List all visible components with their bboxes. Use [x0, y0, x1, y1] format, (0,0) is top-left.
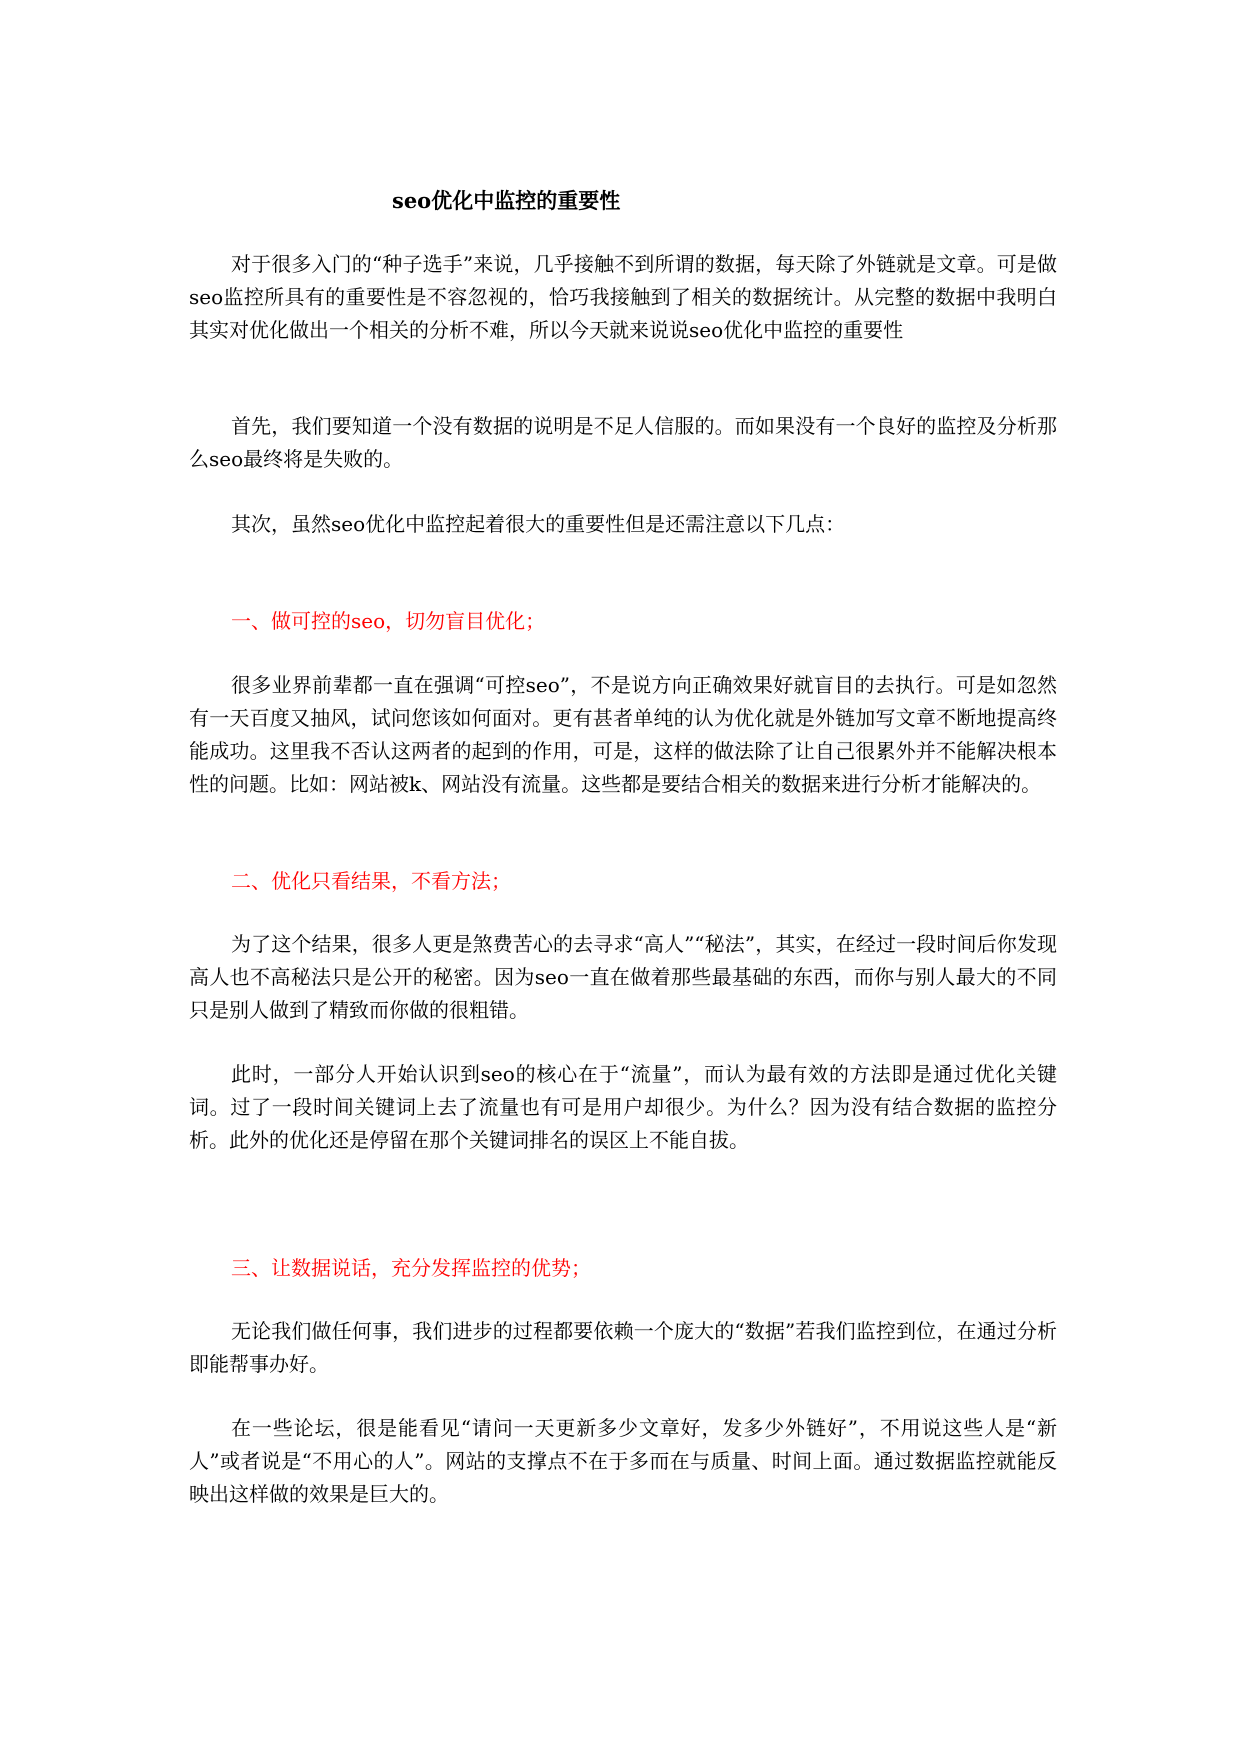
paragraph-section-1: 很多业界前辈都一直在强调“可控seo”，不是说方向正确效果好就盲目的去执行。可是如忽然有一天百度又抽风，试问您该如何面对。更有甚者单纯的认为优化就是外链加写文章不断地提高终能成功。这里我不否认这两者的起到的作用，可是，这样的做法除了让自己很累外并不能解决根本性的问题。比如：网站被k、网站没有流量。这些都是要结合相关的数据来进行分析才能解决的。: [189, 673, 1057, 796]
paragraph-second: 其次，虽然seo优化中监控起着很大的重要性但是还需注意以下几点：: [231, 512, 846, 536]
document-title: seo优化中监控的重要性: [392, 188, 621, 213]
section-heading-3: 三、让数据说话，充分发挥监控的优势；: [231, 1256, 591, 1280]
paragraph-section-3: 无论我们做任何事，我们进步的过程都要依赖一个庞大的“数据”若我们监控到位，在通过分析即能帮事办好。: [189, 1319, 1057, 1376]
paragraph-first: 首先，我们要知道一个没有数据的说明是不足人信服的。而如果没有一个良好的监控及分析那么seo最终将是失败的。: [189, 414, 1057, 471]
paragraph-intro: 对于很多入门的“种子选手”来说，几乎接触不到所谓的数据，每天除了外链就是文章。可是做seo监控所具有的重要性是不容忽视的，恰巧我接触到了相关的数据统计。从完整的数据中我明白其实对优化做出一个相关的分析不难，所以今天就来说说seo优化中监控的重要性: [189, 252, 1057, 342]
section-heading-1: 一、做可控的seo，切勿盲目优化；: [231, 609, 546, 633]
paragraph-section-2: 为了这个结果，很多人更是煞费苦心的去寻求“高人”“秘法”，其实，在经过一段时间后你发现高人也不高秘法只是公开的秘密。因为seo一直在做着那些最基础的东西，而你与别人最大的不同只是别人做到了精致而你做的很粗错。: [189, 932, 1057, 1022]
paragraph-section-3b: 在一些论坛，很是能看见“请问一天更新多少文章好，发多少外链好”，不用说这些人是“新人”或者说是“不用心的人”。网站的支撑点不在于多而在与质量、时间上面。通过数据监控就能反映出这样做的效果是巨大的。: [189, 1416, 1057, 1506]
section-heading-2: 二、优化只看结果，不看方法；: [231, 869, 511, 893]
paragraph-section-2b: 此时，一部分人开始认识到seo的核心在于“流量”，而认为最有效的方法即是通过优化关键词。过了一段时间关键词上去了流量也有可是用户却很少。为什么？因为没有结合数据的监控分析。此外的优化还是停留在那个关键词排名的误区上不能自拔。: [189, 1062, 1057, 1152]
